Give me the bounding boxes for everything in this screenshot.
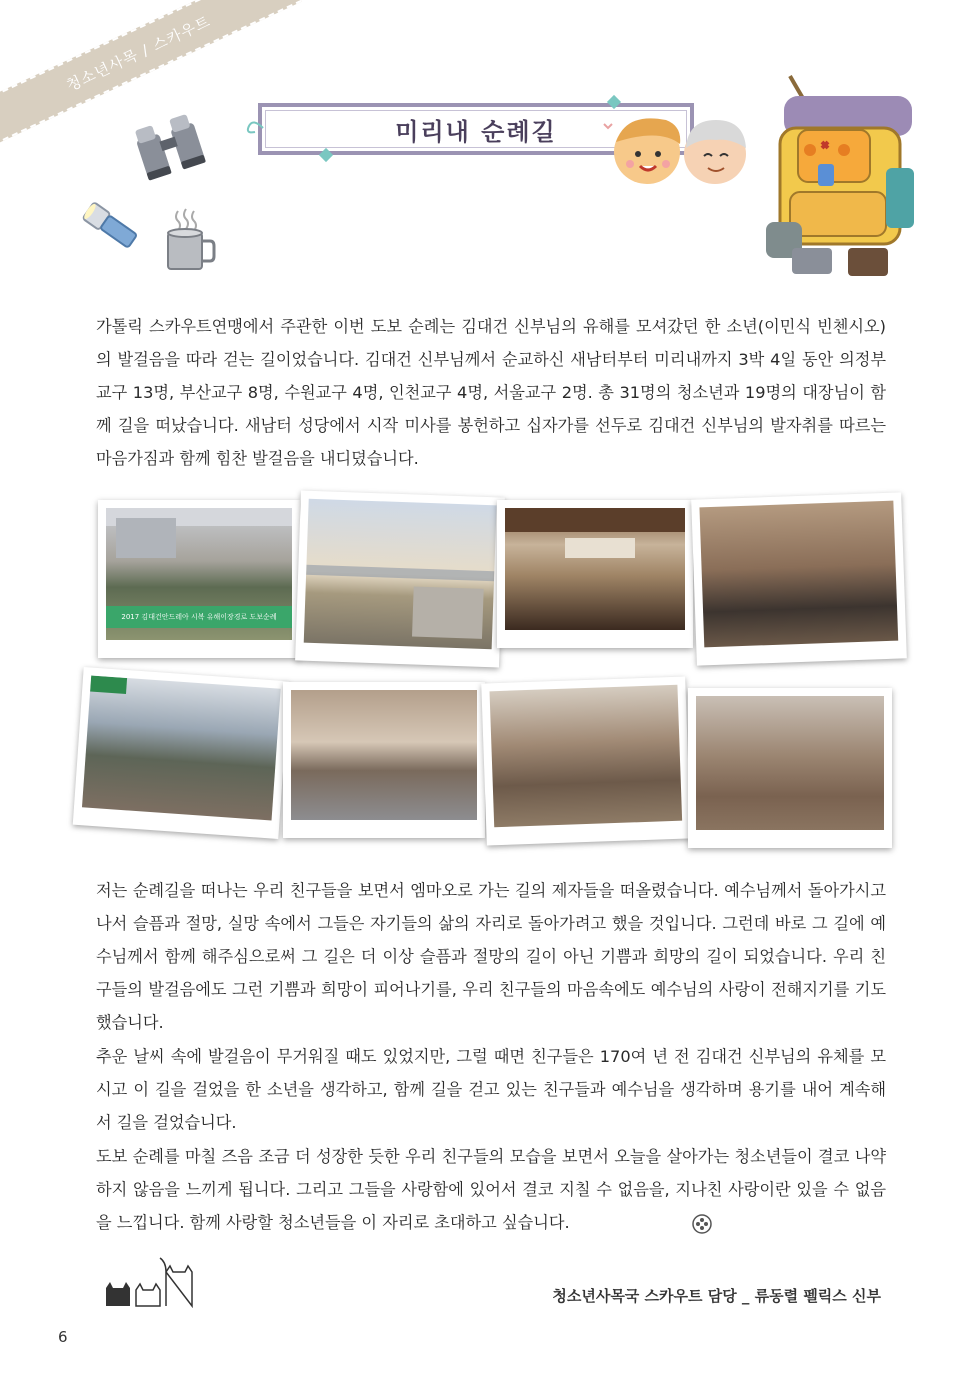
photo-city-walk <box>73 667 290 839</box>
title-swirl <box>241 118 265 138</box>
body-paragraph-1: 저는 순례길을 떠나는 우리 친구들을 보면서 엠마오로 가는 길의 제자들을 떠올렸습니다. 예수님께서 돌아가시고 나서 슬픔과 절망, 실망 속에서 그들은 자기들의 삶의 자리로 돌아가려고 했을 것입니다. 그런데 바로 그 길에 예수님께서 함께 해주심으로써 그 길은 더 이상 슬픔과 절망의 길이 아닌 기쁨과 희망의 길이 되었습니다. 우리 친구들의 발걸음에도 그런 기쁨과 희망이 피어나기를, 우리 친구들의 마음속에도 예수님의 사랑이 전해지기를 기도했습니다. <box>96 881 886 1032</box>
page-title: 미리내 순례길 <box>395 117 557 146</box>
body-paragraph-3: 도보 순례를 마칠 즈음 조금 더 성장한 듯한 우리 친구들의 모습을 보면서 오늘을 살아가는 청소년들이 결코 나약하지 않음을 느끼게 됩니다. 그리고 그들을 사랑함에 있어서 결코 지칠 수 없음을, 지나친 사랑이란 있을 수 없음을 느낍니다. 함께 사랑할 청소년들을 이 자리로 초대하고 싶습니다. <box>96 1147 886 1232</box>
section-label: 청소년사목 / 스카우트 <box>63 11 214 95</box>
photo-resting-hill <box>691 492 907 665</box>
photo-church-interior <box>497 500 693 648</box>
mug-icon <box>160 205 220 275</box>
end-mark-icon <box>692 1214 712 1234</box>
body-paragraph-2: 추운 날씨 속에 발걸음이 무거워질 때도 있었지만, 그럴 때면 친구들은 170여 년 전 김대건 신부님의 유체를 모시고 이 길을 걸었을 한 소년을 생각하고, 함께 길을 걷고 있는 친구들과 예수님을 생각하며 용기를 내어 계속해서 길을 걸었습니다. <box>96 1047 886 1132</box>
binoculars-icon <box>132 112 212 184</box>
photo-mountain-climb <box>688 688 892 848</box>
photo-group-banner <box>98 500 300 658</box>
backpack-icon <box>762 72 922 280</box>
photo-forest-trail <box>481 676 691 845</box>
photo-tree-road-walk <box>283 682 485 838</box>
photo-banner-text: 2017 김대건안드레아 시복 유해이장경로 도보순례 <box>121 613 277 621</box>
author-signature: 청소년사목국 스카우트 담당 _ 류동렬 펠릭스 신부 <box>552 1287 881 1305</box>
kids-faces-icon <box>600 108 750 190</box>
cats-icon <box>104 1256 208 1308</box>
intro-paragraph: 가톨릭 스카우트연맹에서 주관한 이번 도보 순례는 김대건 신부님의 유해를 모셔갔던 한 소년(이민식 빈첸시오)의 발걸음을 따라 걷는 길이었습니다. 김대건 신부님께서 순교하신 새남터부터 미리내까지 3박 4일 동안 의정부교구 13명, 부산교구 8명, 수원교구 4명, 인천교구 4명, 서울교구 2명. 총 31명의 청소년과 19명의 대장님이 함께 길을 떠났습니다. 새남터 성당에서 시작 미사를 봉헌하고 십자가를 선두로 김대건 신부님의 발자취를 따르는 마음가짐과 함께 힘찬 발걸음을 내디뎠습니다. <box>96 317 886 468</box>
photo-road-walk <box>295 490 505 667</box>
page-number: 6 <box>58 1328 68 1346</box>
flashlight-icon <box>80 196 142 254</box>
